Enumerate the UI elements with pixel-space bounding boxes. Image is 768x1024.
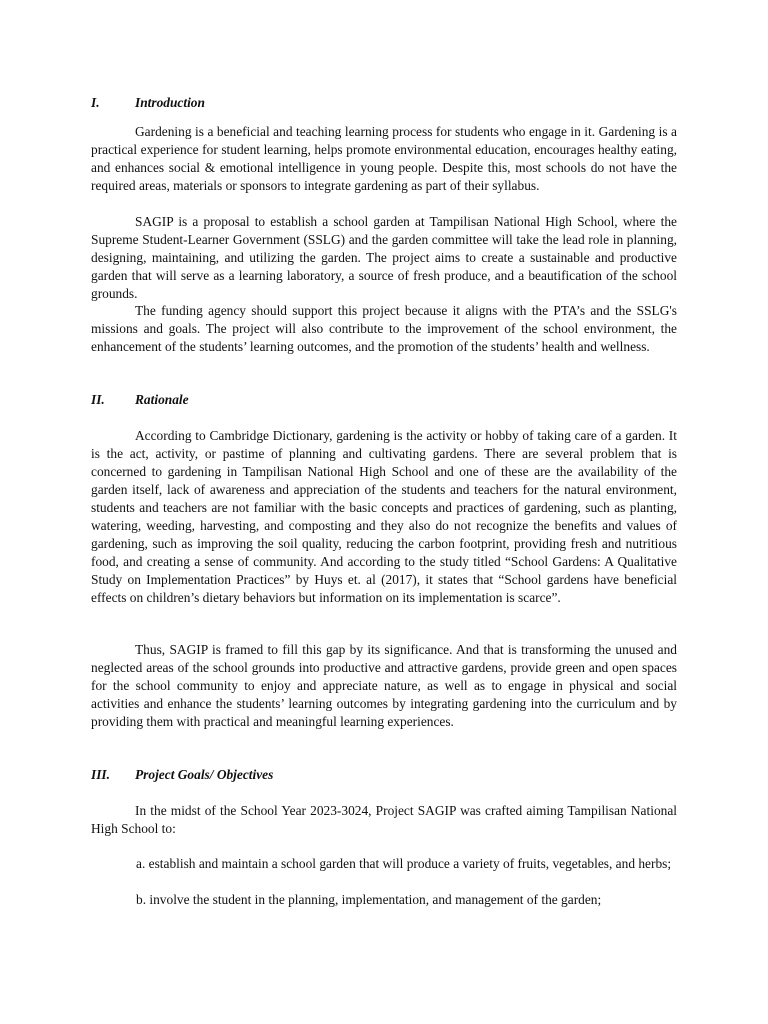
section-number: II.	[91, 392, 105, 407]
section-title: Project Goals/ Objectives	[135, 767, 274, 782]
section-title: Rationale	[135, 392, 189, 407]
paragraph: According to Cambridge Dictionary, gardening is the activity or hobby of taking care of a garden. It is the act, activity, or pastime of planning and cultivating gardens. There are several problem that is concerned to gardening in Tampilisan National High School and one of these are the availability of the garden itself, lack of awareness and appreciation of the students and teachers for the natural environment, students and teachers are not familiar with the basic concepts and practices of gardening, such as planting, watering, weeding, harvesting, and composting and they also do not recognize the benefits and values of gardening, such as improving the soil quality, reducing the carbon footprint, providing fresh and nutritious food, and creating a sense of community. And according to the study titled “School Gardens: A Qualitative Study on Implementation Practices” by Huys et. al (2017), it states that “School gardens have beneficial effects on children’s dietary behaviors but information on its implementation is scarce”.	[91, 428, 677, 605]
section-title: Introduction	[135, 95, 205, 110]
section-number: I.	[91, 95, 100, 110]
paragraph: Gardening is a beneficial and teaching learning process for students who engage in it. Gardening is a practical experience for student learning, helps promote environmental education, encourages healthy eating, and enhances social & emotional intelligence in young people. Despite this, most schools do not have the required areas, materials or sponsors to integrate gardening as part of their syllabus.	[91, 124, 677, 193]
paragraph: The funding agency should support this project because it aligns with the PTA’s and the SSLG's missions and goals. The project will also contribute to the improvement of the school environment, the enhancement of the students’ learning outcomes, and the promotion of the students’ health and wellness.	[91, 303, 677, 354]
paragraph: In the midst of the School Year 2023-3024, Project SAGIP was crafted aiming Tampilisan National High School to:	[91, 803, 677, 836]
section-number: III.	[91, 767, 110, 782]
paragraph: SAGIP is a proposal to establish a school garden at Tampilisan National High School, where the Supreme Student-Learner Government (SSLG) and the garden committee will take the lead role in planning, designing, maintaining, and utilizing the garden. The project aims to create a sustainable and productive garden that will serve as a learning laboratory, a source of fresh produce, and a beautification of the school grounds.	[91, 214, 677, 301]
paragraph: Thus, SAGIP is framed to fill this gap by its significance. And that is transforming the unused and neglected areas of the school grounds into productive and attractive gardens, provide green and open spaces for the school community to enjoy and appreciate nature, as well as to engage in physical and social activities and enhance the students’ learning outcomes by integrating gardening into the curriculum and by providing them with practical and meaningful learning experiences.	[91, 642, 677, 729]
section-heading-introduction	[91, 94, 205, 112]
section-heading-project-goals	[91, 766, 273, 784]
list-item: a. establish and maintain a school garden that will produce a variety of fruits, vegetables, and herbs;	[136, 856, 672, 871]
list-item: b. involve the student in the planning, implementation, and management of the garden;	[136, 892, 602, 907]
section-heading-rationale	[91, 391, 189, 409]
